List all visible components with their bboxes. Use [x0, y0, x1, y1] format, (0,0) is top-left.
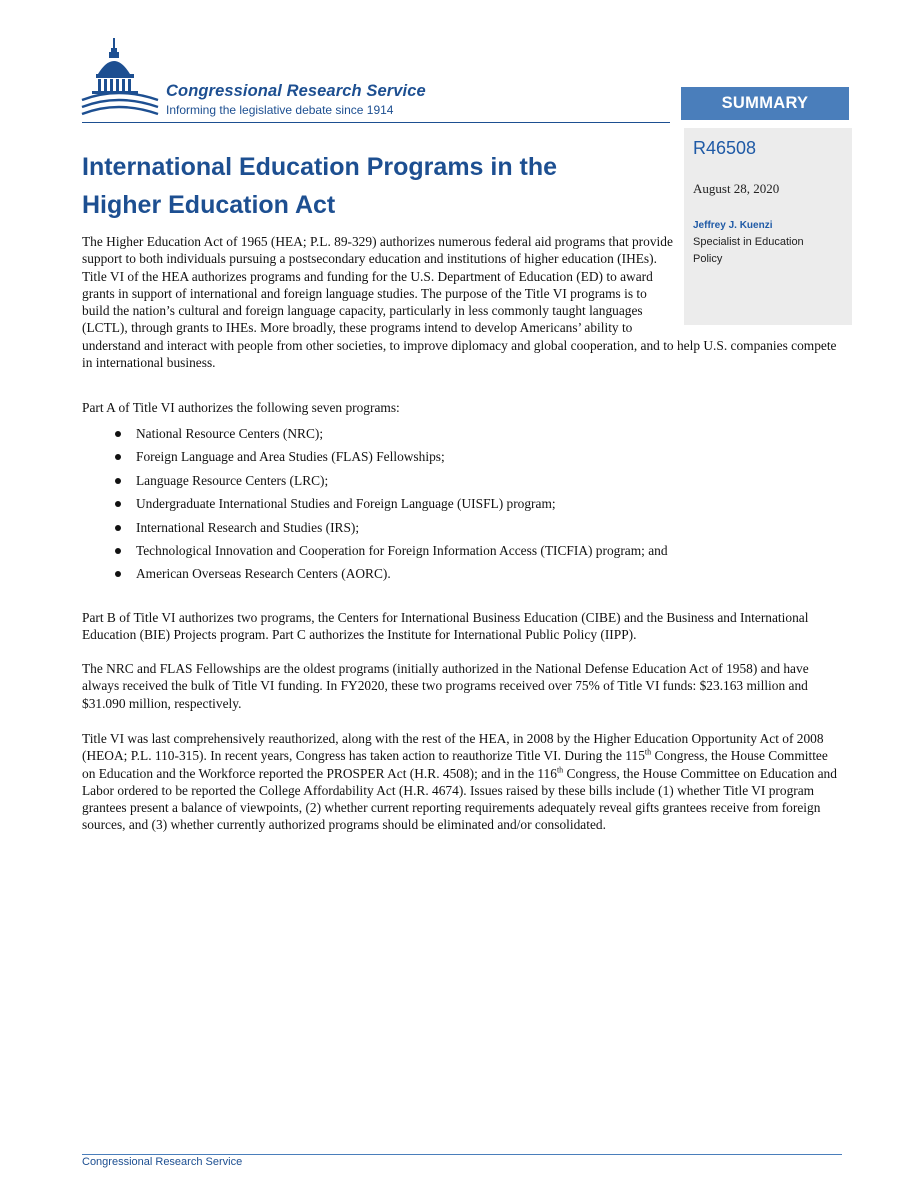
bullet-icon — [115, 571, 121, 577]
report-date: August 28, 2020 — [693, 181, 780, 196]
report-number: R46508 — [693, 138, 757, 158]
capitol-dome-icon — [80, 34, 160, 122]
author-title: Specialist in Education Policy — [693, 236, 804, 265]
list-item: Technological Innovation and Cooperation for Foreign Information Access (TICFIA) program; and — [82, 542, 842, 565]
list-item: American Overseas Research Centers (AORC). — [82, 565, 842, 588]
bullet-icon — [115, 501, 121, 507]
bullet-icon — [115, 548, 121, 554]
org-name: Congressional Research Service — [166, 82, 426, 100]
part-b-c-paragraph: Part B of Title VI authorizes two programs, the Centers for International Business Education (CIBE) and the Business and International Education (BIE) Projects program. Part C authorizes the Institute for International Public Policy (IIPP). — [82, 610, 809, 643]
reauthorization-paragraph: Title VI was last comprehensively reauthorized, along with the rest of the HEA, in 2008 by the Higher Education Opportunity Act of 2008 (HEOA; P.L. 110-315). In recent years, Congress has taken action to reauthorize Title VI. During the 115th Congress, the House Committee on Education and the Workforce reported the PROSPER Act (H.R. 4508); and in the 116th Congress, the House Committee on Education and Labor ordered to be reported the College Affordability Act (H.R. 4674). Issues raised by these bills include (1) whether Title VI program grantees present a balance of viewpoints, (2) whether current reporting requirements adequately reveal gifts grantees receive from foreign sources, and (3) whether currently authorized programs should be eliminated and/or consolidated. — [82, 731, 837, 833]
program-list — [82, 425, 842, 589]
sidebar-wrap-spacer — [674, 233, 842, 333]
list-item: National Resource Centers (NRC); — [82, 425, 842, 448]
funding-paragraph: The NRC and FLAS Fellowships are the oldest programs (initially authorized in the National Defense Education Act of 1958) and have always received the bulk of Title VI funding. In FY2020, these two programs received over 75% of Title VI funds: $23.163 million and $31.090 million, respectively. — [82, 661, 809, 711]
bullet-icon — [115, 431, 121, 437]
summary-tab: SUMMARY — [681, 87, 849, 120]
list-item: Undergraduate International Studies and Foreign Language (UISFL) program; — [82, 495, 842, 518]
bullet-icon — [115, 525, 121, 531]
list-item: Foreign Language and Area Studies (FLAS) Fellowships; — [82, 448, 842, 471]
bullet-icon — [115, 478, 121, 484]
list-item: International Research and Studies (IRS); — [82, 519, 842, 542]
footer-divider — [82, 1154, 842, 1155]
header-divider — [82, 122, 670, 123]
bullet-icon — [115, 454, 121, 460]
list-item: Language Resource Centers (LRC); — [82, 472, 842, 495]
footer-text: Congressional Research Service — [82, 1156, 243, 1168]
report-title: International Education Programs in the Higher Education Act — [82, 153, 558, 219]
org-tagline: Informing the legislative debate since 1914 — [166, 103, 394, 117]
intro-text: The Higher Education Act of 1965 (HEA; P.L. 89-329) authorizes numerous federal aid programs that provide support to both individuals pursuing a postsecondary education and institutions of higher education (IHEs). Title VI of the HEA authorizes programs and funding for the U.S. Department of Education (ED) to award grants in support of international and foreign language studies. The purpose of the Title VI programs is to build the nation’s cultural and foreign language capacity, particularly in less commonly taught languages (LCTL), through grants to IHEs. More broadly, these programs intend to develop Americans’ ability to understand and interact with people from other societies, to improve diplomacy and global cooperation, and to help U.S. companies compete in international business. — [82, 234, 837, 371]
crs-logo — [80, 34, 480, 122]
author-name: Jeffrey J. Kuenzi — [693, 220, 773, 231]
part-a-intro: Part A of Title VI authorizes the following seven programs: — [82, 400, 400, 415]
intro-paragraph — [82, 233, 842, 371]
